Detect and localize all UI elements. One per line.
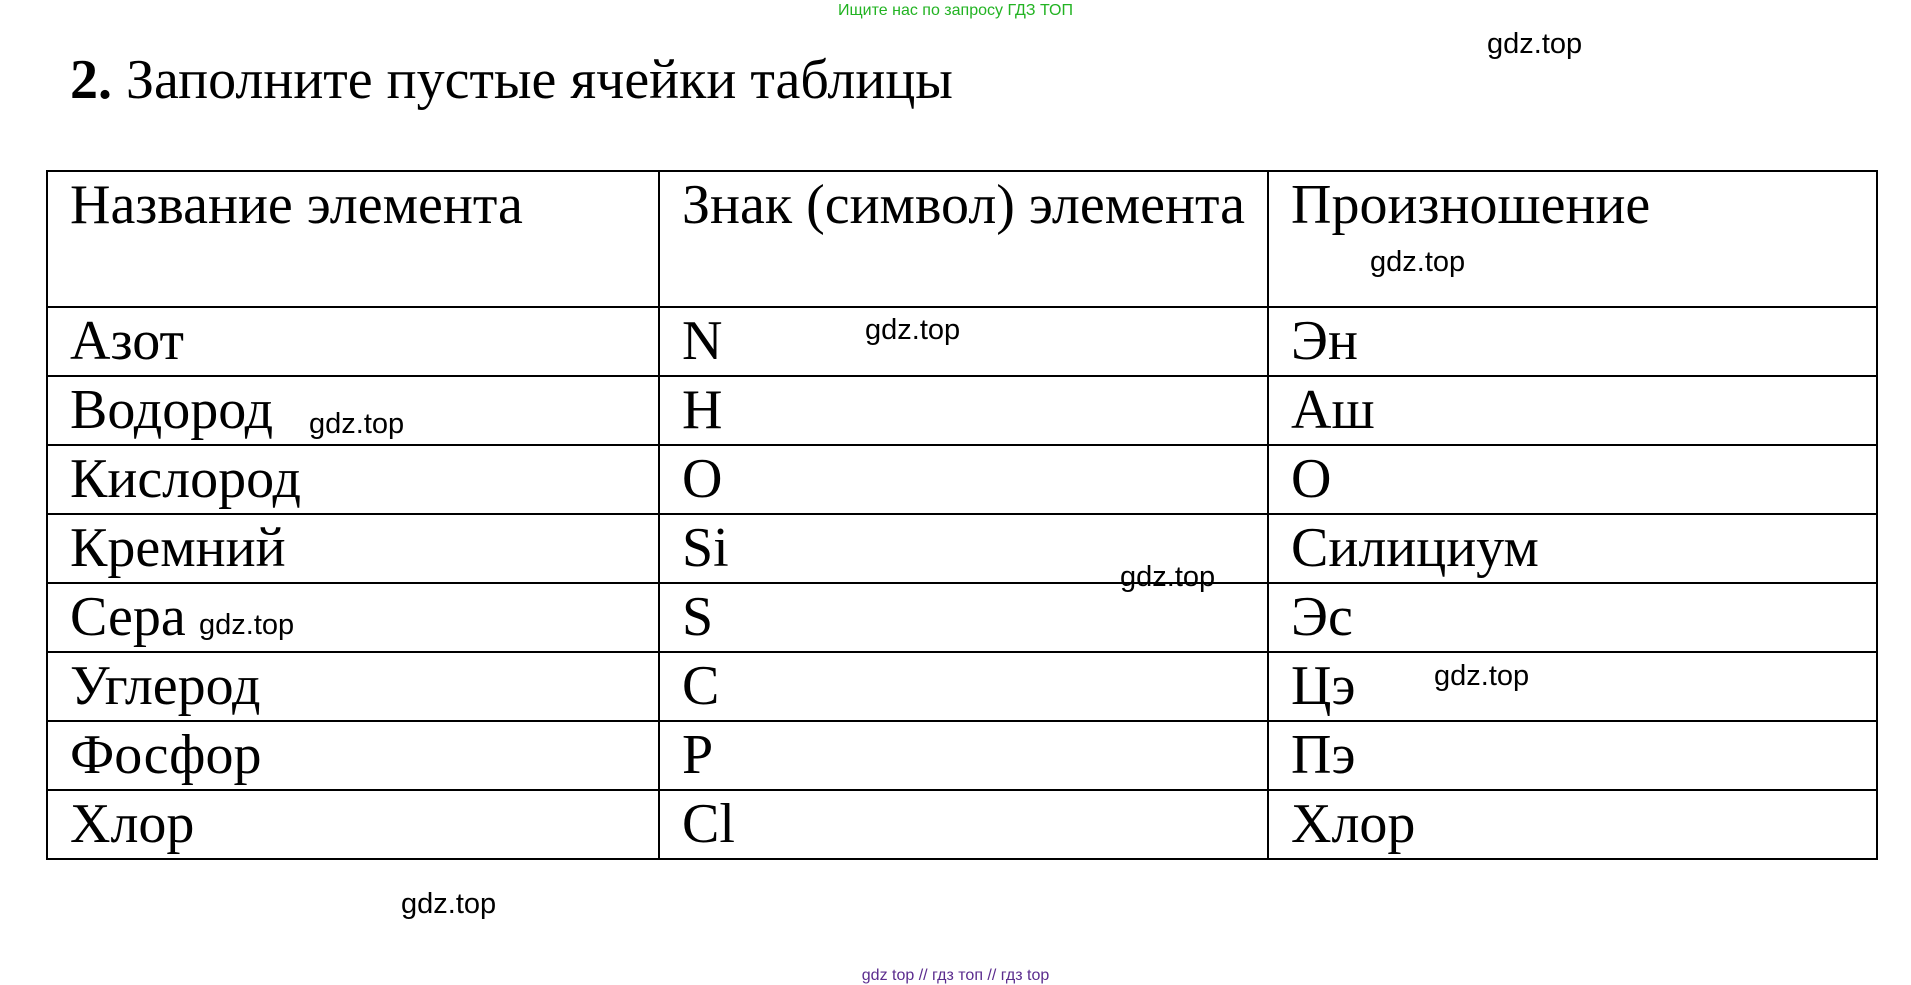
cell-pronunciation: Эн xyxy=(1268,307,1877,376)
watermark: gdz.top xyxy=(865,314,961,346)
watermark: gdz.top xyxy=(1487,28,1583,60)
cell-pronunciation: Цэ xyxy=(1268,652,1877,721)
cell-pronunciation: Эс xyxy=(1268,583,1877,652)
cell-name: Фосфор xyxy=(47,721,659,790)
cell-name: Азот xyxy=(47,307,659,376)
table-row xyxy=(47,583,1877,652)
footer-watermark: gdz top // гдз топ // гдз top xyxy=(861,967,1050,984)
watermark: gdz.top xyxy=(401,888,497,920)
cell-name: Кремний xyxy=(47,514,659,583)
task-heading xyxy=(70,48,953,112)
cell-pronunciation: Пэ xyxy=(1268,721,1877,790)
table-row xyxy=(47,514,1877,583)
cell-name: Хлор xyxy=(47,790,659,859)
cell-pronunciation: Хлор xyxy=(1268,790,1877,859)
cell-symbol: Si xyxy=(659,514,1268,583)
watermark: gdz.top xyxy=(309,408,405,440)
cell-name: Углерод xyxy=(47,652,659,721)
cell-name: Сера xyxy=(47,583,659,652)
cell-symbol: N xyxy=(659,307,1268,376)
task-title: Заполните пустые ячейки таблицы xyxy=(126,49,953,111)
search-banner[interactable]: Ищите нас по запросу ГДЗ ТОП xyxy=(838,2,1073,19)
elements-table xyxy=(46,170,1878,860)
header-element-symbol: Знак (символ) элемента xyxy=(659,171,1268,307)
table-row xyxy=(47,307,1877,376)
cell-symbol: Cl xyxy=(659,790,1268,859)
header-element-name: Название элемента xyxy=(47,171,659,307)
cell-pronunciation: Аш xyxy=(1268,376,1877,445)
watermark: gdz.top xyxy=(1120,561,1216,593)
cell-symbol: O xyxy=(659,445,1268,514)
header-pronunciation: Произношение xyxy=(1268,171,1877,307)
task-number: 2. xyxy=(70,49,112,111)
cell-symbol: S xyxy=(659,583,1268,652)
cell-name: Кислород xyxy=(47,445,659,514)
watermark: gdz.top xyxy=(199,609,295,641)
watermark: gdz.top xyxy=(1370,246,1466,278)
cell-symbol: H xyxy=(659,376,1268,445)
table-header-row xyxy=(47,171,1877,307)
cell-pronunciation: Силициум xyxy=(1268,514,1877,583)
table-row xyxy=(47,445,1877,514)
table-row xyxy=(47,790,1877,859)
cell-symbol: C xyxy=(659,652,1268,721)
table-row xyxy=(47,721,1877,790)
cell-name: Водород xyxy=(47,376,659,445)
table-row xyxy=(47,652,1877,721)
watermark: gdz.top xyxy=(1434,660,1530,692)
cell-pronunciation: O xyxy=(1268,445,1877,514)
cell-symbol: P xyxy=(659,721,1268,790)
